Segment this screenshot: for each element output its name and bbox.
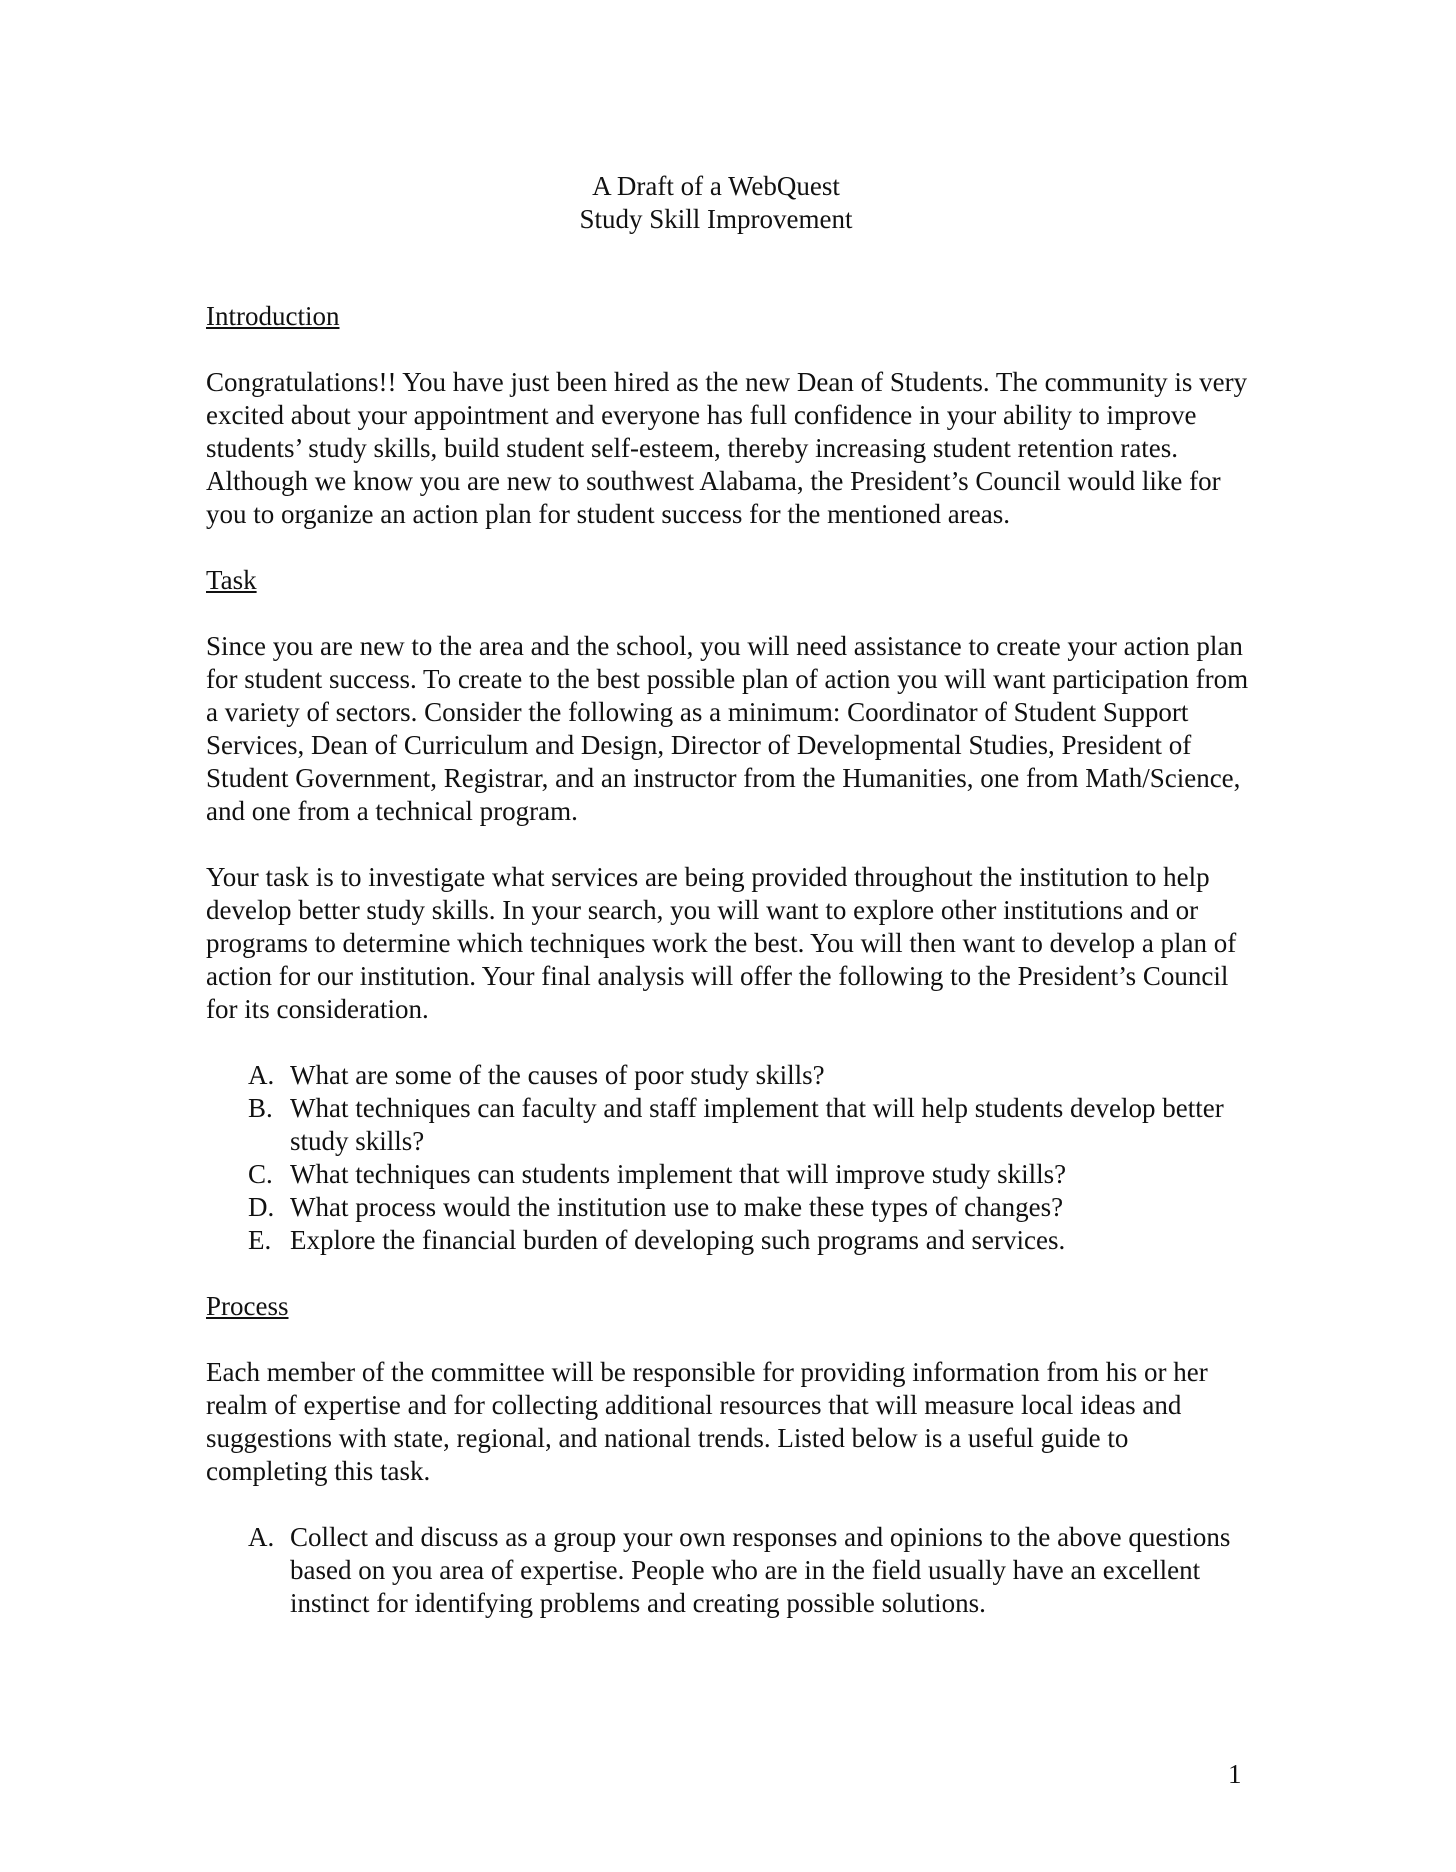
list-item <box>206 1224 1256 1257</box>
list-item <box>206 1059 1256 1092</box>
title-line-1: A Draft of a WebQuest <box>592 171 840 201</box>
list-marker: A. <box>248 1522 275 1552</box>
list-item-text: What techniques can faculty and staff implement that will help students develop better study skills? <box>290 1093 1224 1156</box>
list-item <box>206 1521 1256 1620</box>
task-paragraph-1: Since you are new to the area and the school, you will need assistance to create your action plan for student success. To create to the best possible plan of action you will want participation from a variety of sectors. Consider the following as a minimum: Coordinator of Student Support Services, Dean of Curriculum and Design, Director of Developmental Studies, President of Student Government, Registrar, and an instructor from the Humanities, one from Math/Science, and one from a technical program. <box>206 631 1249 826</box>
list-item-text: Explore the financial burden of developing such programs and services. <box>290 1225 1066 1255</box>
list-item <box>206 1191 1256 1224</box>
list-item-text: What process would the institution use to make these types of changes? <box>290 1192 1064 1222</box>
list-item-text: What are some of the causes of poor study skills? <box>290 1060 825 1090</box>
introduction-paragraph: Congratulations!! You have just been hired as the new Dean of Students. The community is very excited about your appointment and everyone has full confidence in your ability to improve students’ study skills, build student self-esteem, thereby increasing student retention rates. Although we know you are new to southwest Alabama, the President’s Council would like for you to organize an action plan for student success for the mentioned areas. <box>206 367 1248 529</box>
page-number: 1 <box>1228 1759 1242 1789</box>
document-title <box>176 170 1256 236</box>
list-marker: E. <box>248 1225 272 1255</box>
process-heading: Process <box>206 1291 289 1321</box>
title-line-2: Study Skill Improvement <box>579 204 853 234</box>
list-item-text: Collect and discuss as a group your own responses and opinions to the above questions based on you area of expertise. People who are in the field usually have an excellent instinct for identifying problems and creating possible solutions. <box>290 1522 1231 1618</box>
list-item <box>206 1092 1256 1158</box>
list-marker: B. <box>248 1093 273 1123</box>
list-marker: C. <box>248 1159 273 1189</box>
list-item-text: What techniques can students implement that will improve study skills? <box>290 1159 1067 1189</box>
task-paragraph-2: Your task is to investigate what services are being provided throughout the institution to help develop better study skills. In your search, you will want to explore other institutions and or programs to determine which techniques work the best. You will then want to develop a plan of action for our institution. Your final analysis will offer the following to the President’s Council for its consideration. <box>206 862 1237 1024</box>
task-question-list <box>206 1059 1256 1257</box>
process-paragraph: Each member of the committee will be responsible for providing information from his or her realm of expertise and for collecting additional resources that will measure local ideas and suggestions with state, regional, and national trends. Listed below is a useful guide to completing this task. <box>206 1357 1208 1486</box>
introduction-heading: Introduction <box>206 301 340 331</box>
document-body <box>206 170 1256 1620</box>
list-marker: A. <box>248 1060 275 1090</box>
task-heading: Task <box>206 565 257 595</box>
list-item <box>206 1158 1256 1191</box>
list-marker: D. <box>248 1192 275 1222</box>
process-step-list <box>206 1521 1256 1620</box>
